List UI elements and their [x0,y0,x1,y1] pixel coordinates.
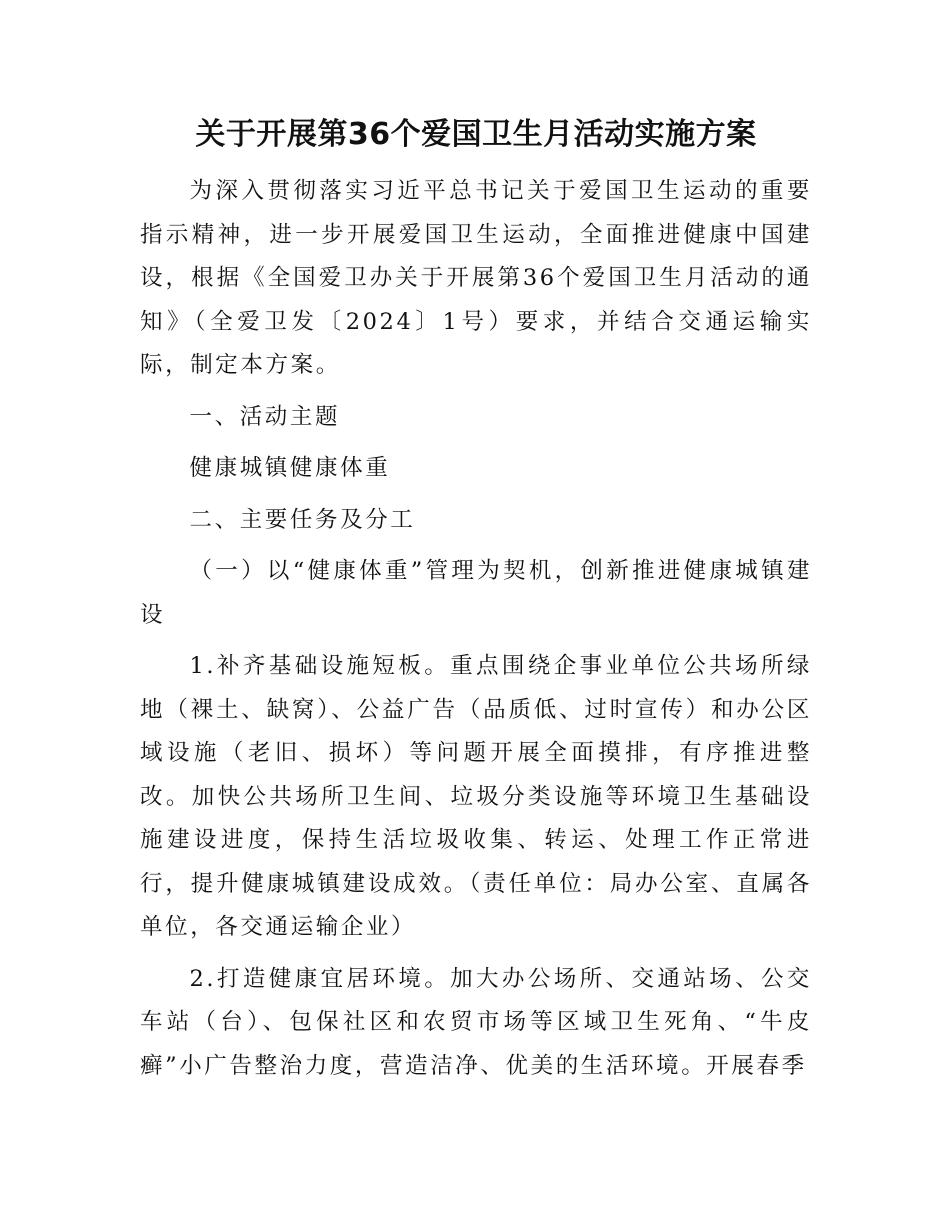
document-title: 关于开展第36个爱国卫生月活动实施方案 [195,117,757,152]
task-item-1: 1.补齐基础设施短板。重点围绕企事业单位公共场所绿地（裸土、缺窝）、公益广告（品质低、过时宣传）和办公区域设施（老旧、损坏）等问题开展全面摸排，有序推进整改。加快公共场所卫生间、垃圾分类设施等环境卫生基础设施建设进度，保持生活垃圾收集、转运、处理工作正常进行，提升健康城镇建设成效。（责任单位：局办公室、直属各单位，各交通运输企业） [140,653,812,940]
intro-paragraph: 为深入贯彻落实习近平总书记关于爱国卫生运动的重要指示精神，进一步开展爱国卫生运动，全面推进健康中国建设，根据《全国爱卫办关于开展第36个爱国卫生月活动的通知》（全爱卫发〔2024〕1号）要求，并结合交通运输实际，制定本方案。 [140,178,812,378]
activity-theme: 健康城镇健康体重 [189,455,391,481]
section-heading-tasks: 二、主要任务及分工 [189,506,416,533]
section-heading-theme: 一、活动主题 [189,403,341,430]
subsection-heading-health-weight: （一）以“健康体重”管理为契机，创新推进健康城镇建设 [140,558,812,628]
document-page [140,112,812,1096]
task-item-2: 2.打造健康宜居环境。加大办公场所、交通站场、公交车站（台）、包保社区和农贸市场等区域卫生死角、“牛皮癣”小广告整治力度，营造洁净、优美的生活环境。开展春季 [140,965,812,1079]
